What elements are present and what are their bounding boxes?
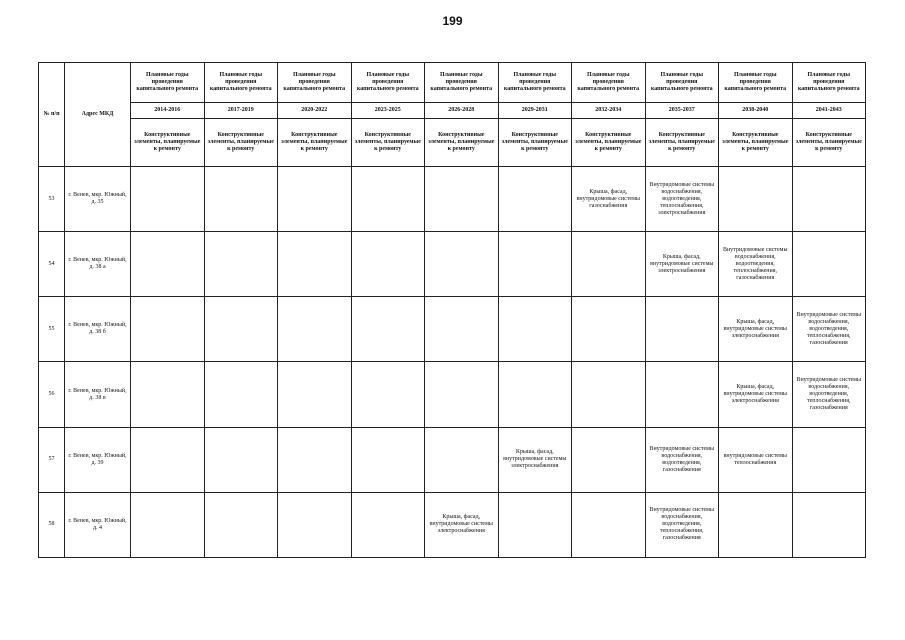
elements-header: Конструктивные элементы, планируемые к ремонту [498,119,572,167]
row-number: 56 [39,362,65,427]
row-address: г. Венев, мкр. Южный, д. 35 [65,167,131,232]
repair-cell [792,232,866,297]
repair-cell [351,167,425,232]
repair-cell: внутридомовые системы теплоснабжения [719,427,793,492]
elements-header: Конструктивные элементы, планируемые к ремонту [278,119,352,167]
repair-cell [498,297,572,362]
repair-cell [278,232,352,297]
planned-years-header: Плановые годы проведения капитального ремонта [278,63,352,103]
period-header: 2026-2028 [425,103,499,119]
repair-cell [204,492,278,557]
repair-cell [131,232,205,297]
header-row-periods [39,103,866,119]
repair-cell [792,492,866,557]
repair-cell: Крыша, фасад, внутридомовые системы электроснабжения [498,427,572,492]
repair-cell [131,297,205,362]
table-header [39,63,866,167]
row-number: 57 [39,427,65,492]
planned-years-header: Плановые годы проведения капитального ремонта [351,63,425,103]
repair-cell [204,297,278,362]
repair-cell [278,167,352,232]
repair-cell: Внутридомовые системы водоснабжения, водоотведения, газоснабжения [645,427,719,492]
table-row [39,492,866,557]
repair-cell [792,167,866,232]
period-header: 2041-2043 [792,103,866,119]
repair-cell [278,362,352,427]
planned-years-header: Плановые годы проведения капитального ремонта [425,63,499,103]
elements-header: Конструктивные элементы, планируемые к ремонту [645,119,719,167]
repair-cell [425,362,499,427]
repair-cell [719,492,793,557]
repair-cell [131,362,205,427]
repair-cell [645,297,719,362]
repair-cell [498,232,572,297]
repair-cell [278,297,352,362]
repair-cell: Внутридомовые системы водоснабжения, водоотведения, теплоснабжения, газоснабжения [792,297,866,362]
repair-cell [351,492,425,557]
planned-years-header: Плановые годы проведения капитального ремонта [645,63,719,103]
repair-cell: Крыша, фасад, внутридомовые системы электроснабжения [645,232,719,297]
repair-cell: Крыша, фасад, внутридомовые системы электроснабжения [719,297,793,362]
period-header: 2023-2025 [351,103,425,119]
repair-cell [572,232,646,297]
repair-cell [498,362,572,427]
repair-cell [498,167,572,232]
repair-cell [204,167,278,232]
num-header: № п/п [39,63,65,167]
capital-repair-plan-table [38,62,866,558]
elements-header: Конструктивные элементы, планируемые к ремонту [719,119,793,167]
repair-cell [131,427,205,492]
repair-cell: Внутридомовые системы водоснабжения, водоотведения, теплоснабжения, газоснабжения [792,362,866,427]
repair-cell: Крыша, фасад, внутридомовые системы газоснабжения [572,167,646,232]
repair-cell [572,492,646,557]
table-row [39,362,866,427]
row-address: г. Венев, мкр. Южный, д. 39 [65,427,131,492]
repair-cell [719,167,793,232]
period-header: 2020-2022 [278,103,352,119]
header-row-planned [39,63,866,103]
table-row [39,232,866,297]
table-row [39,427,866,492]
page-number: 199 [442,14,463,28]
repair-cell [204,427,278,492]
row-number: 55 [39,297,65,362]
repair-cell [204,232,278,297]
period-header: 2017-2019 [204,103,278,119]
elements-header: Конструктивные элементы, планируемые к ремонту [351,119,425,167]
planned-years-header: Плановые годы проведения капитального ремонта [719,63,793,103]
planned-years-header: Плановые годы проведения капитального ремонта [792,63,866,103]
repair-cell [498,492,572,557]
repair-cell [572,297,646,362]
period-header: 2035-2037 [645,103,719,119]
row-number: 58 [39,492,65,557]
planned-years-header: Плановые годы проведения капитального ремонта [572,63,646,103]
row-number: 54 [39,232,65,297]
repair-cell [351,232,425,297]
repair-cell [131,492,205,557]
table-row [39,297,866,362]
row-address: г. Венев, мкр. Южный, д. 38 б [65,297,131,362]
period-header: 2038-2040 [719,103,793,119]
planned-years-header: Плановые годы проведения капитального ремонта [131,63,205,103]
repair-cell [425,167,499,232]
repair-cell [792,427,866,492]
row-address: г. Венев, мкр. Южный, д. 38 в [65,362,131,427]
elements-header: Конструктивные элементы, планируемые к ремонту [131,119,205,167]
repair-cell [572,427,646,492]
repair-cell [645,362,719,427]
planned-years-header: Плановые годы проведения капитального ремонта [204,63,278,103]
repair-cell: Внутридомовые системы водоснабжения, водоотведения, теплоснабжения, газоснабжения [719,232,793,297]
period-header: 2029-2031 [498,103,572,119]
row-address: г. Венев, мкр. Южный, д. 38 а [65,232,131,297]
row-address: г. Венев, мкр. Южный, д. 4 [65,492,131,557]
repair-cell [572,362,646,427]
repair-cell [351,362,425,427]
period-header: 2032-2034 [572,103,646,119]
elements-header: Конструктивные элементы, планируемые к ремонту [204,119,278,167]
repair-cell [278,492,352,557]
repair-cell [204,362,278,427]
elements-header: Конструктивные элементы, планируемые к ремонту [572,119,646,167]
repair-cell [425,297,499,362]
repair-cell [351,427,425,492]
elements-header: Конструктивные элементы, планируемые к ремонту [425,119,499,167]
row-number: 53 [39,167,65,232]
elements-header: Конструктивные элементы, планируемые к ремонту [792,119,866,167]
repair-cell [131,167,205,232]
repair-cell: Крыша, фасад, внутридомовые системы электроснабжения [425,492,499,557]
address-header: Адрес МКД [65,63,131,167]
repair-cell: Внутридомовые системы водоснабжения, водоотведения, теплоснабжения, газоснабжения [645,492,719,557]
header-row-elements [39,119,866,167]
table-body [39,167,866,558]
repair-cell: Внутридомовые системы водоснабжения, водоотведения, теплоснабжения, электроснабжения [645,167,719,232]
repair-cell [351,297,425,362]
repair-cell [278,427,352,492]
planned-years-header: Плановые годы проведения капитального ремонта [498,63,572,103]
table-row [39,167,866,232]
repair-cell: Крыша, фасад, внутридомовые системы электроснабжения [719,362,793,427]
period-header: 2014-2016 [131,103,205,119]
repair-cell [425,427,499,492]
repair-cell [425,232,499,297]
